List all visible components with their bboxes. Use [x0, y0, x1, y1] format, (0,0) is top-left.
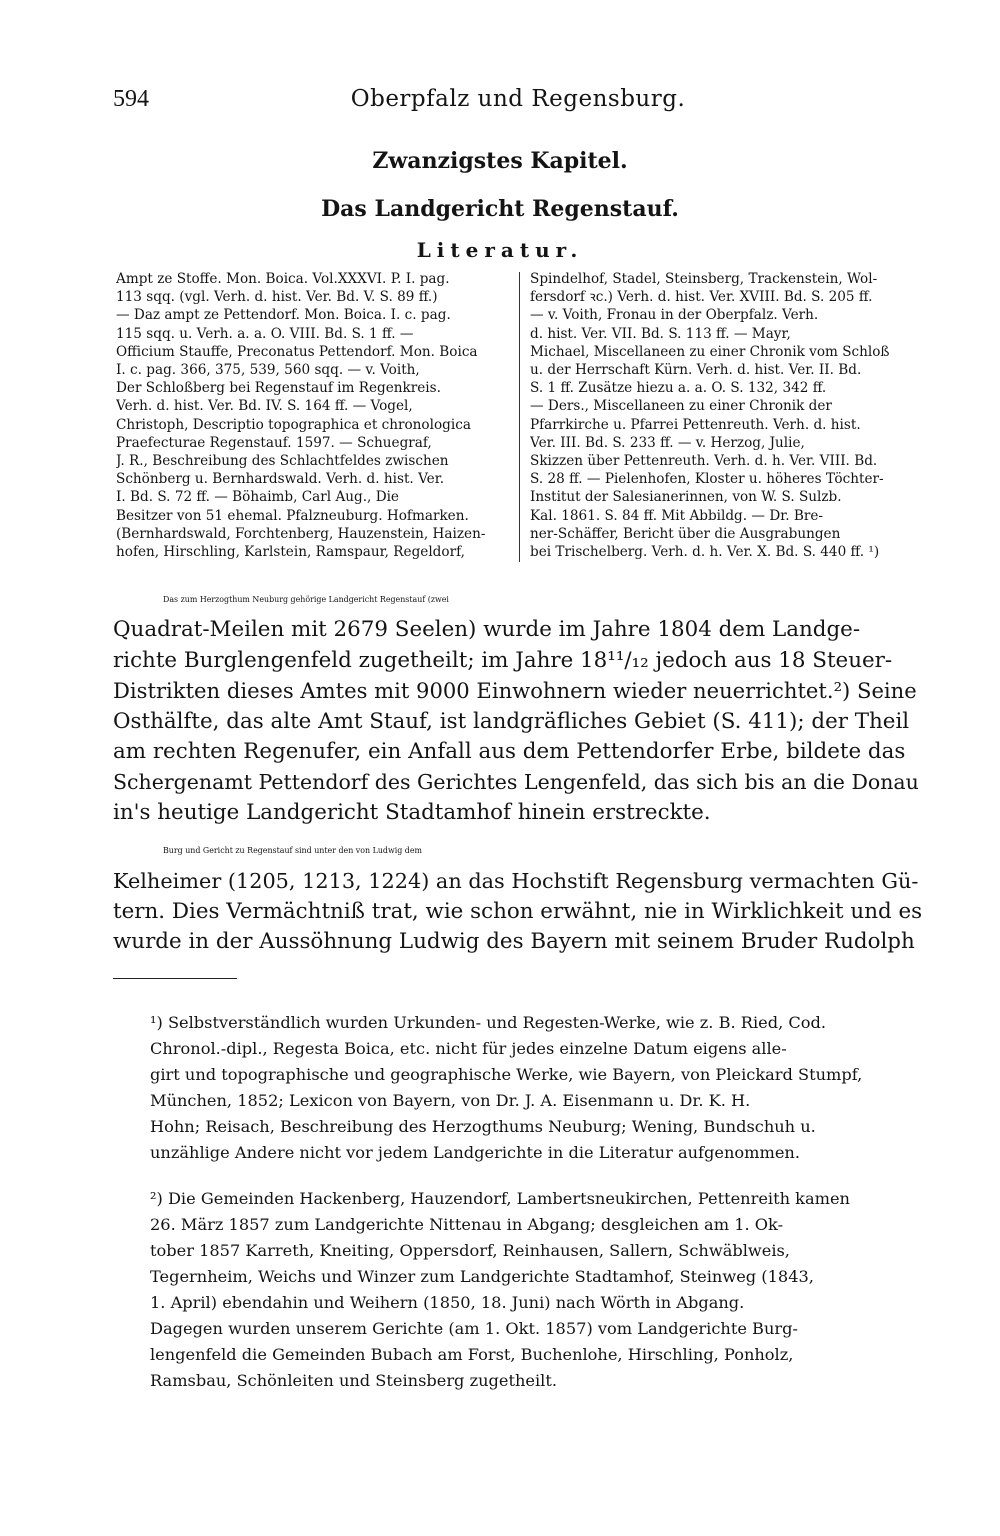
literature-line: 115 sqq. u. Verh. a. a. O. VIII. Bd. S. 1 ff. — — [116, 325, 414, 342]
literature-columns — [116, 270, 922, 570]
literature-line: — v. Voith, Fronau in der Oberpfalz. Verh. — [530, 307, 819, 324]
literature-line: Spindelhof, Stadel, Steinsberg, Trackenstein, Wol- — [530, 271, 878, 287]
page-header — [113, 86, 923, 120]
footnote-2 — [150, 1186, 922, 1394]
literature-line: Christoph, Descriptio topographica et chronologica — [116, 416, 471, 433]
text-line: Burg und Gericht zu Regenstauf sind unter den von Ludwig dem — [163, 846, 423, 855]
literature-line: Der Schloßberg bei Regenstauf im Regenkreis. — [116, 380, 441, 397]
text-line: am rechten Regenufer, ein Anfall aus dem Pettendorfer Erbe, bildete das — [113, 739, 906, 765]
footnote-line: Dagegen wurden unserem Gerichte (am 1. Okt. 1857) vom Landgerichte Burg- — [150, 1319, 798, 1338]
literature-line: Michael, Miscellaneen zu einer Chronik vom Schloß — [530, 343, 890, 360]
literature-line: Institut der Salesianerinnen, von W. S. Sulzb. — [530, 489, 842, 506]
text-line: wurde in der Aussöhnung Ludwig des Bayern mit seinem Bruder Rudolph — [113, 929, 915, 955]
text-line: Kelheimer (1205, 1213, 1224) an das Hochstift Regensburg vermachten Gü- — [113, 869, 919, 894]
literature-line: (Bernhardswald, Forchtenberg, Hauzenstein, Haizen- — [116, 525, 486, 542]
footnote-line: 1. April) ebendahin und Weihern (1850, 18. Juni) nach Wörth in Abgang. — [150, 1293, 745, 1312]
literature-line: hofen, Hirschling, Karlstein, Ramspaur, Regeldorf, — [116, 544, 465, 561]
footnote-rule — [113, 978, 237, 979]
text-line: Distrikten dieses Amtes mit 9000 Einwohnern wieder neuerrichtet.²) Seine — [113, 678, 917, 704]
text-line: in's heutige Landgericht Stadtamhof hinein erstreckte. — [113, 799, 711, 825]
chapter-title: Zwanzigstes Kapitel. — [372, 148, 628, 174]
footnote-line: Tegernheim, Weichs und Winzer zum Landgerichte Stadtamhof, Steinweg (1843, — [150, 1267, 814, 1286]
literature-line: Kal. 1861. S. 84 ff. Mit Abbildg. — Dr. Bre- — [530, 507, 823, 524]
literature-line: 113 sqq. (vgl. Verh. d. hist. Ver. Bd. V. S. 89 ff.) — [116, 289, 438, 306]
literature-right-column — [530, 270, 922, 561]
literature-heading: Literatur. — [416, 238, 584, 262]
literature-line: ner-Schäffer, Bericht über die Ausgrabungen — [530, 525, 841, 542]
text-line: Quadrat-Meilen mit 2679 Seelen) wurde im Jahre 1804 dem Landge- — [113, 617, 861, 643]
section-title: Das Landgericht Regenstauf. — [321, 196, 679, 222]
footnote-line: tober 1857 Karreth, Kneiting, Oppersdorf, Reinhausen, Sallern, Schwäblweis, — [150, 1241, 790, 1260]
literature-line: S. 1 ff. Zusätze hiezu a. a. O. S. 132, 342 ff. — [530, 380, 827, 397]
footnote-line: 26. März 1857 zum Landgerichte Nittenau in Abgang; desgleichen am 1. Ok- — [150, 1215, 784, 1234]
literature-line: Schönberg u. Bernhardswald. Verh. d. hist. Ver. — [116, 471, 445, 488]
footnote-line: ²) Die Gemeinden Hackenberg, Hauzendorf, Lambertsneukirchen, Pettenreith kamen — [150, 1189, 850, 1208]
literature-line: Skizzen über Pettenreuth. Verh. d. h. Ver. VIII. Bd. — [530, 453, 878, 470]
literature-line: Pfarrkirche u. Pfarrei Pettenreuth. Verh. d. hist. — [530, 416, 861, 433]
literature-line: Ampt ze Stoffe. Mon. Boica. Vol.XXXVI. P. I. pag. — [116, 271, 450, 287]
literature-left-column — [116, 270, 508, 561]
text-line: tern. Dies Vermächtniß trat, wie schon erwähnt, nie in Wirklichkeit und es — [113, 898, 923, 924]
footnote-1 — [150, 1010, 922, 1166]
running-head: Oberpfalz und Regensburg. — [350, 86, 686, 112]
footnote-line: Hohn; Reisach, Beschreibung des Herzogthums Neuburg; Wening, Bundschuh u. — [150, 1117, 816, 1136]
literature-line: Besitzer von 51 ehemal. Pfalzneuburg. Hofmarken. — [116, 507, 469, 524]
literature-line: S. 28 ff. — Pielenhofen, Kloster u. höheres Töchter- — [530, 471, 884, 488]
text-line: Osthälfte, das alte Amt Stauf, ist landgräfliches Gebiet (S. 411); der Theil — [113, 708, 910, 734]
text-line: richte Burglengenfeld zugetheilt; im Jahre 18¹¹/₁₂ jedoch aus 18 Steuer- — [113, 647, 893, 673]
literature-line: J. R., Beschreibung des Schlachtfeldes zwischen — [116, 453, 449, 470]
paragraph-1 — [113, 585, 925, 828]
literature-line: — Ders., Miscellaneen zu einer Chronik der — [530, 398, 832, 415]
literature-line: Officium Stauffe, Preconatus Pettendorf. Mon. Boica — [116, 343, 478, 360]
footnote-line: girt und topographische und geographische Werke, wie Bayern, von Pleickard Stumpf, — [150, 1065, 863, 1084]
literature-line: Ver. III. Bd. S. 233 ff. — v. Herzog, Julie, — [530, 434, 805, 451]
literature-line: u. der Herrschaft Kürn. Verh. d. hist. Ver. II. Bd. — [530, 362, 862, 379]
literature-line: fersdorf ꝛc.) Verh. d. hist. Ver. XVIII. Bd. S. 205 ff. — [530, 289, 873, 306]
literature-line: I. Bd. S. 72 ff. — Böhaimb, Carl Aug., Die — [116, 489, 399, 506]
literature-line: — Daz ampt ze Pettendorf. Mon. Boica. I. c. pag. — [116, 307, 451, 324]
paragraph-2 — [113, 836, 925, 958]
literature-line: d. hist. Ver. VII. Bd. S. 113 ff. — Mayr, — [530, 325, 791, 342]
footnote-line: unzählige Andere nicht vor jedem Landgerichte in die Literatur aufgenommen. — [150, 1143, 800, 1162]
text-line: Schergenamt Pettendorf des Gerichtes Lengenfeld, das sich bis an die Donau — [113, 770, 919, 795]
literature-line: I. c. pag. 366, 375, 539, 560 sqq. — v. Voith, — [116, 362, 420, 379]
page-number: 594 — [113, 86, 149, 112]
literature-line: Praefecturae Regenstauf. 1597. — Schuegraf, — [116, 434, 432, 451]
footnote-line: lengenfeld die Gemeinden Bubach am Forst, Buchenlohe, Hirschling, Ponholz, — [150, 1345, 794, 1364]
footnote-line: Ramsbau, Schönleiten und Steinsberg zugetheilt. — [150, 1371, 557, 1390]
footnote-line: München, 1852; Lexicon von Bayern, von Dr. J. A. Eisenmann u. Dr. K. H. — [150, 1091, 751, 1110]
footnote-line: Chronol.-dipl., Regesta Boica, etc. nicht für jedes einzelne Datum eigens alle- — [150, 1039, 787, 1058]
literature-line: bei Trischelberg. Verh. d. h. Ver. X. Bd. S. 440 ff. ¹) — [530, 544, 880, 561]
footnote-line: ¹) Selbstverständlich wurden Urkunden- und Regesten-Werke, wie z. B. Ried, Cod. — [150, 1013, 827, 1032]
literature-line: Verh. d. hist. Ver. Bd. IV. S. 164 ff. — Vogel, — [116, 398, 413, 415]
column-divider — [519, 272, 520, 562]
text-line: Das zum Herzogthum Neuburg gehörige Landgericht Regenstauf (zwei — [163, 595, 449, 604]
